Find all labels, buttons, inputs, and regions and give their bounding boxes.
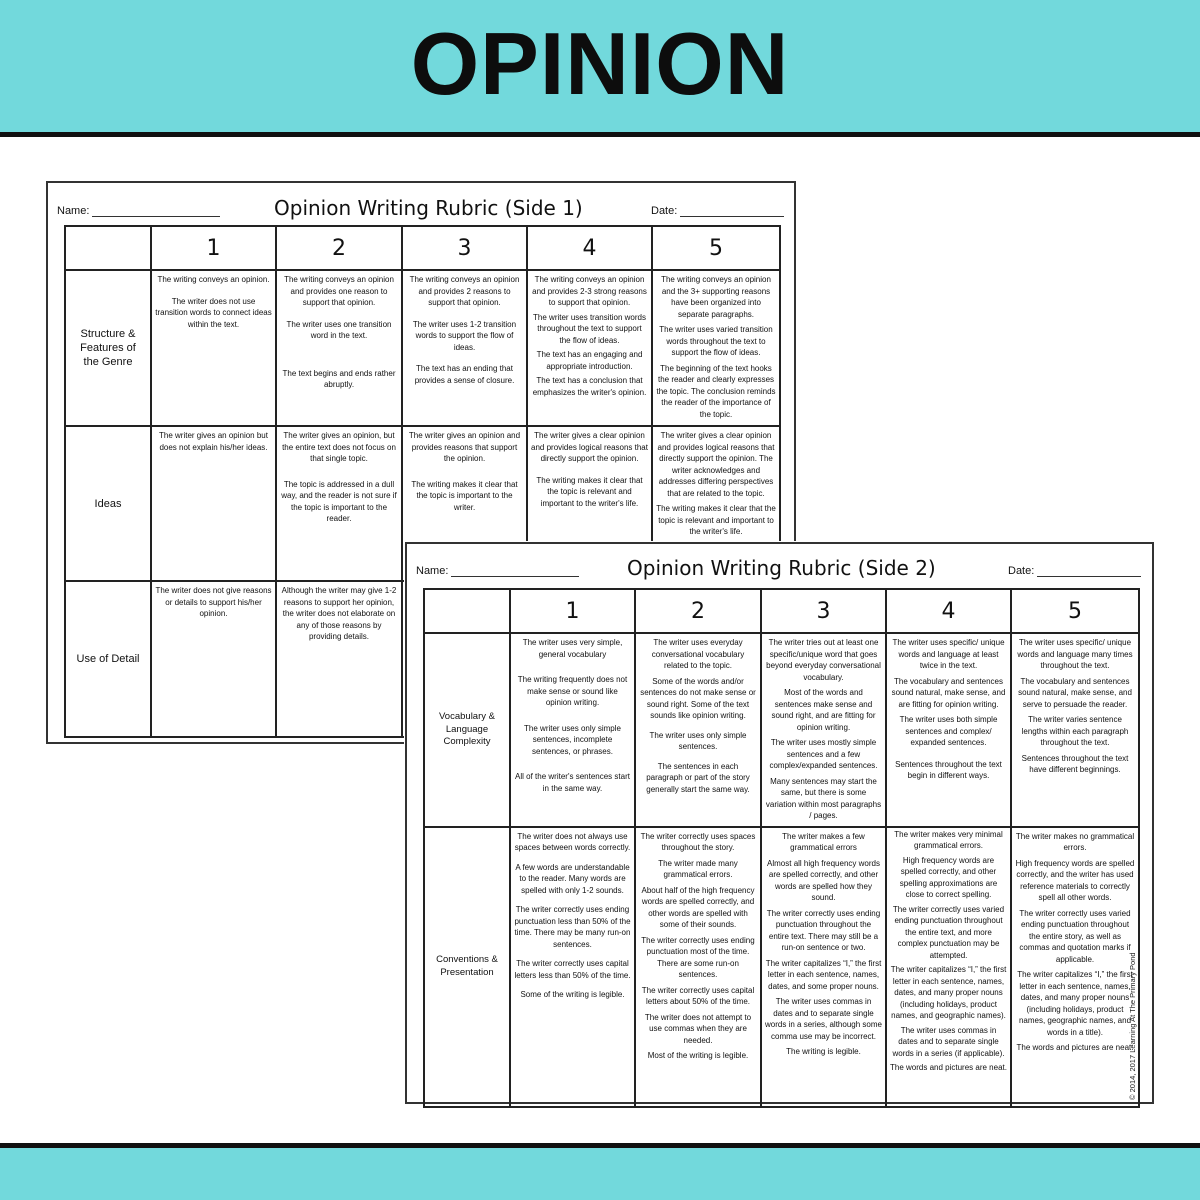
cell-text: The writer uses one transition word in the text. [286,319,392,340]
sheet-header [407,544,1152,586]
cell-text: The writer uses mostly simple sentences and a few complex/expanded sentences. [769,738,878,770]
cell-text: The writer gives an opinion, but the entire text does not focus on that single topic. [282,431,396,463]
column-score-3: 3 [402,226,527,270]
cell-text: Almost all high frequency words are spelled correctly, and other words are spelled how they sound. [767,858,880,902]
header-row [424,589,1139,633]
row-label-conventions: Conventions & Presentation [424,827,510,1107]
cell-text: The writer correctly uses capital letters about 50% of the time. [641,985,755,1006]
cell-text: The writer made many grammatical errors. [658,858,738,879]
cell-text: The writer uses commas in dates and to separate single words in a series, although some comma use may be incorrect. [765,997,882,1041]
cell-text: The writer uses only simple sentences. [649,730,747,751]
rubric-cell [151,581,276,737]
rubric-cell [886,633,1011,827]
row-label-structure: Structure & Features of the Genre [65,270,151,426]
table-row [424,827,1139,1107]
top-banner [0,0,1200,137]
cell-text: The writer correctly uses varied ending punctuation throughout the entire story, as well as commas and quotation marks if applicable. [1019,908,1131,964]
cell-text: The writer varies sentence lengths within each paragraph throughout the text. [1021,715,1129,747]
cell-text: The writer capitalizes “I,” the first letter in each sentence, names, dates, and many proper nouns (including holidays, product names, geographic names, and words in a title). [1017,970,1133,1037]
cell-text: The beginning of the text hooks the reader and clearly expresses the topic. The conclusion reminds the reader of the importance of the topic. [656,363,776,419]
rubric-cell [761,827,886,1107]
date-field [1008,565,1141,577]
cell-text: The writing conveys an opinion and provides one reason to support that opinion. [284,275,394,307]
row-label-ideas: Ideas [65,426,151,581]
cell-text: The writer capitalizes “I,” the first letter in each sentence, names, dates, and many proper nouns (including holidays, product names, and geographic names). [890,965,1007,1020]
corner-cell [65,226,151,270]
column-score-1: 1 [151,226,276,270]
rubric-sheet-side-2 [405,542,1154,1104]
cell-text: The words and pictures are neat. [890,1063,1007,1072]
column-score-5: 5 [1011,589,1139,633]
cell-text: The text has an engaging and appropriate introduction. [536,350,643,371]
date-field [651,205,784,217]
column-score-5: 5 [652,226,780,270]
page-title: OPINION [410,14,790,113]
cell-text: The writer gives an opinion but does not explain his/her ideas. [159,431,268,452]
cell-text: Most of the words and sentences make sense and sound right, and are fitting for opinion writing. [771,688,876,732]
column-score-1: 1 [510,589,635,633]
cell-text: The writer capitalizes “I,” the first letter in each sentence, names, dates, and some proper nouns. [765,958,882,991]
cell-text: The writer uses varied transition words throughout the text to support the flow of ideas. [659,325,773,357]
cell-text: The writer correctly uses capital letters less than 50% of the time. [514,959,631,980]
rubric-cell [527,270,652,426]
rubric-cell [151,426,276,581]
name-label: Name: [416,565,449,577]
cell-text: The writer makes no grammatical errors. [1015,831,1135,852]
column-score-4: 4 [886,589,1011,633]
cell-text: The writer correctly uses ending punctuation less than 50% of the time. There may be many run-on sentences. [514,905,631,949]
cell-text: The vocabulary and sentences sound natural, make sense, and are fitting for opinion writing. [891,676,1006,709]
name-field [57,205,220,217]
cell-text: The text begins and ends rather abruptly. [282,368,396,389]
column-score-3: 3 [761,589,886,633]
cell-text: High frequency words are spelled correctly, and the writer has used reference materials to correctly spell all other words. [1015,858,1135,902]
cell-text: About half of the high frequency words are spelled correctly, and other words are spelled with some of their sounds. [641,885,755,929]
name-label: Name: [57,205,90,217]
cell-text: The writer does not give reasons or details to support his/her opinion. [155,586,272,618]
cell-text: The writing frequently does not make sense or sound like opinion writing. [517,675,628,707]
header-row [65,226,780,270]
cell-text: Some of the writing is legible. [520,990,625,999]
cell-text: The writer uses commas in dates and to separate single words in a series (if applicable). [892,1025,1005,1058]
rubric-cell [652,270,780,426]
column-score-2: 2 [276,226,402,270]
cell-text: Sentences throughout the text have different beginnings. [1021,753,1129,774]
row-label-vocabulary: Vocabulary & Language Complexity [424,633,510,827]
cell-text: The writer does not always use spaces between words correctly. [514,831,631,852]
cell-text: The words and pictures are neat. [1016,1043,1134,1052]
cell-text: The vocabulary and sentences sound natural, make sense, and serve to persuade the reader. [1018,676,1132,709]
cell-text: Many sentences may start the same, but there is some variation within most paragraphs / pages. [765,776,882,820]
row-label-detail: Use of Detail [65,581,151,737]
cell-text: The writing makes it clear that the topic is relevant and important to the writer's life. [536,475,643,508]
cell-text: Sentences throughout the text begin in different ways. [895,759,1002,780]
cell-text: The writer makes a few grammatical errors [782,831,865,852]
cell-text: The writer correctly uses spaces throughout the story. [640,831,756,852]
cell-text: The writer gives a clear opinion and provides logical reasons that directly support the opinion. The writer acknowledges and addresses differing perspectives that are related to the topic. [657,431,775,498]
cell-text: The sentences in each paragraph or part of the story generally start the same way. [646,761,750,794]
cell-text: The writer tries out at least one specific/unique word that goes beyond everyday conversational vocabulary. [766,638,881,682]
cell-text: The writer uses specific/ unique words and language at least twice in the text. [892,638,1005,670]
cell-text: The text has a conclusion that emphasizes the writer's opinion. [532,376,647,397]
name-field [416,565,579,577]
cell-text: The topic is addressed in a dull way, and the reader is not sure if the topic is important to the reader. [281,479,397,523]
cell-text: The writer gives a clear opinion and provides logical reasons that directly support the opinion. [531,431,648,463]
corner-cell [424,589,510,633]
cell-text: The writer uses transition words throughout the text to support the flow of ideas. [533,312,646,345]
date-line [680,206,784,217]
rubric-cell [276,581,402,737]
sheet-header [48,183,794,225]
cell-text: The writing is legible. [786,1047,861,1056]
rubric-cell [635,633,761,827]
cell-text: The writer uses specific/ unique words and language many times throughout the text. [1017,638,1133,670]
name-line [451,566,579,577]
rubric-cell [510,827,635,1107]
copyright-notice: © 2014, 2017 Learning At The Primary Pond [1128,952,1137,1100]
cell-text: The writing conveys an opinion. [157,275,270,284]
cell-text: The writer uses 1-2 transition words to support the flow of ideas. [412,319,517,352]
rubric-cell [402,270,527,426]
rubric-cell [1011,633,1139,827]
rubric-cell [276,270,402,426]
rubric-cell [886,827,1011,1107]
cell-text: The writer uses very simple, general vocabulary [522,638,623,659]
cell-text: The writer correctly uses varied ending punctuation throughout the entire text, and more complex punctuation may be attempted. [892,904,1005,960]
cell-text: The writing conveys an opinion and the 3+ supporting reasons have been organized into separate paragraphs. [661,275,771,319]
cell-text: The writing makes it clear that the topic is important to the writer. [411,479,518,512]
date-line [1037,566,1141,577]
cell-text: The writer gives an opinion and provides reasons that support the opinion. [408,431,521,463]
cell-text: Some of the words and/or sentences do not make sense or sound right. Some of the text sounds like opinion writing. [640,676,756,720]
rubric-cell [635,827,761,1107]
cell-text: High frequency words are spelled correctly, and other spelling approximations are close to correct spelling. [899,855,998,899]
cell-text: The writer correctly uses ending punctuation most of the time. There are some run-on sentences. [641,935,755,979]
cell-text: The writing conveys an opinion and provides 2-3 strong reasons to support that opinion. [532,275,647,307]
name-line [92,206,220,217]
cell-text: Although the writer may give 1-2 reasons to support her opinion, the writer does not elaborate on any of those reasons by providing details. [281,586,397,641]
cell-text: The writer uses only simple sentences, incomplete sentences, or phrases. [524,723,621,756]
column-score-2: 2 [635,589,761,633]
date-label: Date: [651,205,678,217]
table-row [65,270,780,426]
cell-text: The writing conveys an opinion and provides 2 reasons to support that opinion. [409,275,520,307]
cell-text: Most of the writing is legible. [647,1051,749,1060]
cell-text: The writer uses everyday conversational vocabulary related to the topic. [651,638,745,670]
sheet-title: Opinion Writing Rubric (Side 1) [274,196,583,220]
cell-text: All of the writer's sentences start in the same way. [515,772,630,793]
cell-text: The writer correctly uses ending punctuation throughout the entire text. There may still be a run-on sentence or two. [766,908,881,952]
cell-text: The text has an ending that provides a sense of closure. [414,364,515,385]
rubric-table [423,588,1140,1108]
rubric-cell [761,633,886,827]
cell-text: The writing makes it clear that the topic is relevant and important to the writer's life. [656,504,776,536]
rubric-cell [510,633,635,827]
date-label: Date: [1008,565,1035,577]
rubric-cell [151,270,276,426]
cell-text: A few words are understandable to the reader. Many words are spelled with only 1-2 sounds. [515,862,630,895]
sheet-title: Opinion Writing Rubric (Side 2) [627,556,936,580]
cell-text: The writer makes very minimal grammatical errors. [894,829,1003,850]
cell-text: The writer does not attempt to use commas when they are needed. [644,1012,752,1045]
rubric-cell [1011,827,1139,1107]
cell-text: The writer uses both simple sentences and complex/ expanded sentences. [899,715,998,747]
cell-text: The writer does not use transition words to connect ideas within the text. [155,296,272,329]
table-row [424,633,1139,827]
column-score-4: 4 [527,226,652,270]
bottom-banner [0,1143,1200,1200]
rubric-cell [276,426,402,581]
